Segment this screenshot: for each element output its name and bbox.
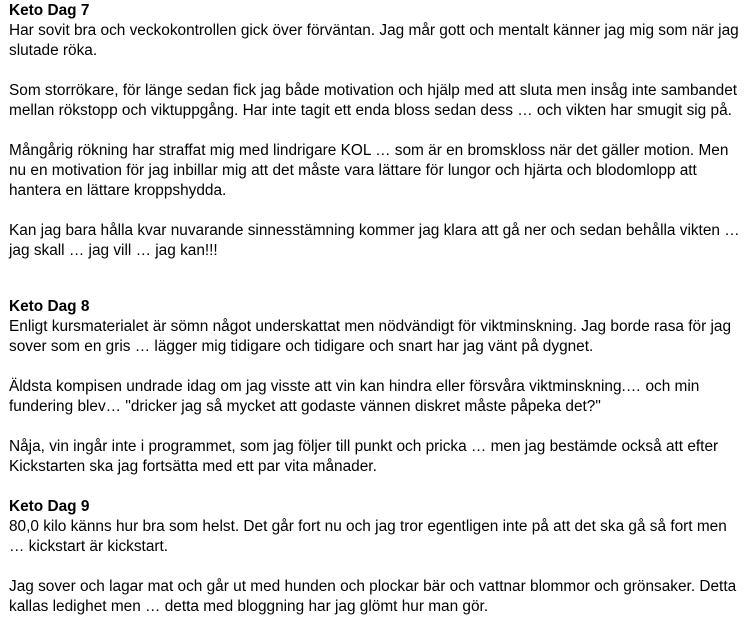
entry-paragraph: Nåja, vin ingår inte i programmet, som jag följer till punkt och pricka … men jag bestämde också att efter Kickstarten ska jag fortsätta med ett par vita månader. (9, 438, 719, 475)
blog-entry-day-9 (9, 497, 744, 617)
entry-paragraph: Kan jag bara hålla kvar nuvarande sinnesstämning kommer jag klara att gå ner och sedan behålla vikten … jag skall … jag vill … jag kan!!! (9, 222, 740, 259)
blog-entry-day-8 (9, 297, 744, 477)
entry-title: Keto Dag 8 (9, 298, 90, 315)
entry-paragraph: Har sovit bra och veckokontrollen gick över förväntan. Jag mår gott och mentalt känner jag mig som när jag slutade röka. (9, 22, 739, 59)
entry-paragraph: 80,0 kilo känns hur bra som helst. Det går fort nu och jag tror egentligen inte på att det ska gå så fort men … kickstart är kickstart. (9, 518, 727, 555)
entry-paragraph: Jag sover och lagar mat och går ut med hunden och plockar bär och vattnar blommor och grönsaker. Detta kallas ledighet men … detta med bloggning har jag glömt hur man gör. (9, 578, 737, 615)
entry-paragraph: Mångårig rökning har straffat mig med lindrigare KOL … som är en bromskloss när det gäller motion. Men nu en motivation för jag inbillar mig att det måste vara lättare för lungor och hjärta och blodomlopp att hantera en lättare kroppshydda. (9, 142, 729, 199)
entry-title: Keto Dag 9 (9, 498, 90, 515)
entry-paragraph: Äldsta kompisen undrade idag om jag visste att vin kan hindra eller försvåra viktminskning.… och min fundering blev… "dricker jag så mycket att godaste vännen diskret måste påpeka det?" (9, 378, 700, 415)
entry-title: Keto Dag 7 (9, 2, 90, 19)
blog-entry-day-7 (9, 1, 744, 261)
entry-paragraph: Enligt kursmaterialet är sömn något underskattat men nödvändigt för viktminskning. Jag borde rasa för jag sover som en gris … lägger mig tidigare och tidigare och snart har jag vänt på dygnet. (9, 318, 732, 355)
entry-paragraph: Som storrökare, för länge sedan fick jag både motivation och hjälp med att sluta men insåg inte sambandet mellan rökstopp och viktuppgång. Har inte tagit ett enda bloss sedan dess … och vikten har smugit sig på. (9, 82, 738, 119)
